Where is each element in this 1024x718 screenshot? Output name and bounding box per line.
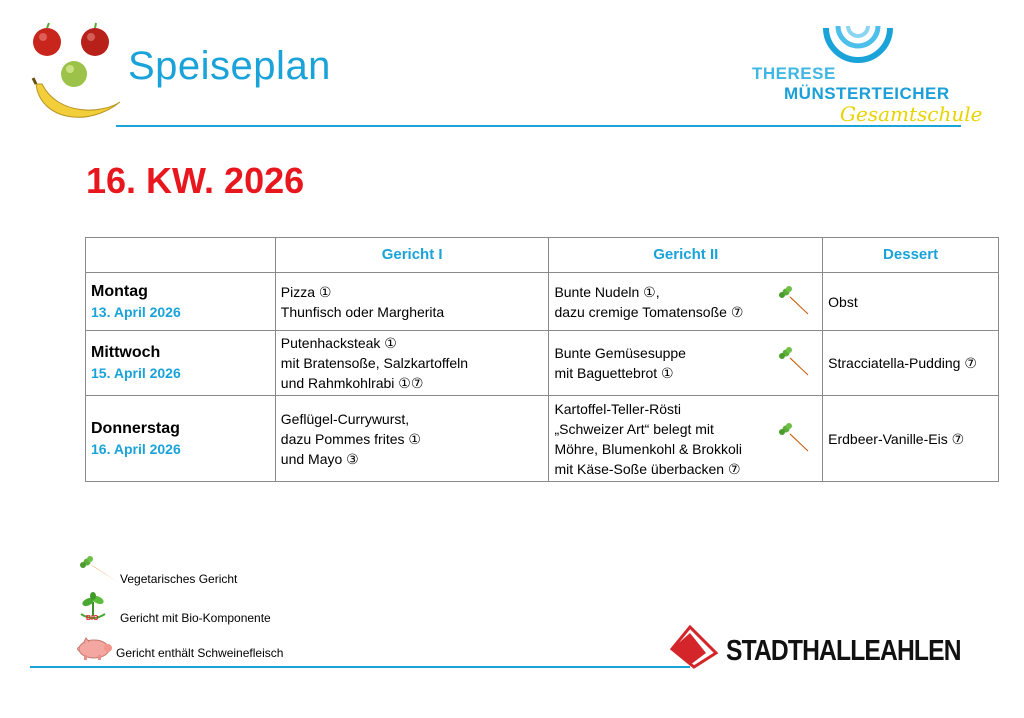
dish-line: mit Käse-Soße überbacken ⑦: [554, 460, 741, 477]
dish2-cell: [549, 396, 823, 482]
logo-line-3: Gesamtschule: [840, 102, 983, 126]
dish2-cell: [549, 331, 823, 396]
dish-line: Putenhacksteak ①: [280, 335, 397, 351]
logo-line-2: MÜNSTERTEICHER: [784, 84, 950, 103]
bio-icon-label: BIO: [86, 615, 99, 622]
day-name: Donnerstag: [91, 419, 180, 437]
school-logo: [748, 20, 983, 128]
carrot-icon: [778, 285, 812, 319]
legend-label: Gericht enthält Schweinefleisch: [116, 646, 284, 660]
day-date: 15. April 2026: [91, 365, 181, 381]
dish-line: und Mayo ③: [280, 450, 359, 467]
dish-line: Geflügel-Currywurst,: [280, 410, 410, 427]
table-header-row: [86, 238, 999, 273]
fruit-face-logo: [28, 22, 128, 130]
page-title: Speiseplan: [128, 44, 331, 88]
carrot-icon: [76, 556, 120, 586]
carrot-icon: [778, 422, 812, 456]
day-name: Mittwoch: [91, 344, 161, 361]
column-header: [86, 238, 276, 273]
dessert-cell: Obst: [823, 273, 999, 331]
dish-line: dazu cremige Tomatensoße ⑦: [554, 303, 744, 320]
dish-line: Bunte Gemüsesuppe: [554, 345, 686, 361]
dish-line: Pizza ①: [280, 283, 332, 300]
dish1-cell: [275, 396, 549, 482]
dish-line: mit Bratensoße, Salzkartoffeln: [280, 355, 469, 371]
column-header: Gericht I: [275, 238, 549, 273]
dish1-cell: [275, 331, 549, 396]
dish-line: Kartoffel-Teller-Rösti: [554, 400, 681, 417]
day-cell: [86, 396, 276, 482]
column-header: Dessert: [823, 238, 999, 273]
dessert-cell: Stracciatella-Pudding ⑦: [823, 331, 999, 396]
week-heading: 16. KW. 2026: [86, 160, 305, 201]
column-header: Gericht II: [549, 238, 823, 273]
day-date: 16. April 2026: [91, 440, 181, 457]
dish2-cell: [549, 273, 823, 331]
dish1-cell: [275, 273, 549, 331]
logo-line-1: THERESE: [752, 64, 836, 83]
stadthalle-ahlen-logo: [668, 623, 968, 675]
legend-label: Vegetarisches Gericht: [120, 572, 238, 586]
day-date: 13. April 2026: [91, 303, 181, 320]
menu-table: [85, 237, 999, 482]
day-name: Montag: [91, 282, 148, 300]
day-cell: [86, 331, 276, 396]
table-row: [86, 396, 999, 482]
table-row: [86, 273, 999, 331]
dish-line: und Rahmkohlrabi ①⑦: [280, 375, 424, 391]
stadthalle-wordmark: STADTHALLEAHLEN: [726, 635, 961, 667]
legend-label: Gericht mit Bio-Komponente: [120, 611, 271, 625]
dish-line: Möhre, Blumenkohl & Brokkoli: [554, 440, 742, 457]
carrot-icon: [778, 346, 812, 380]
pig-icon: [76, 636, 114, 662]
dish-line: Thunfisch oder Margherita: [280, 303, 445, 320]
dish-line: mit Baguettebrot ①: [554, 365, 674, 381]
day-cell: [86, 273, 276, 331]
dish-line: dazu Pommes frites ①: [280, 430, 421, 447]
dish-line: Bunte Nudeln ①,: [554, 283, 660, 300]
dish-line: „Schweizer Art“ belegt mit: [554, 420, 714, 437]
dessert-cell: Erdbeer-Vanille-Eis ⑦: [823, 396, 999, 482]
stadthalle-diamond-icon: [668, 623, 722, 669]
footer-divider: [30, 666, 690, 668]
table-row: [86, 331, 999, 396]
